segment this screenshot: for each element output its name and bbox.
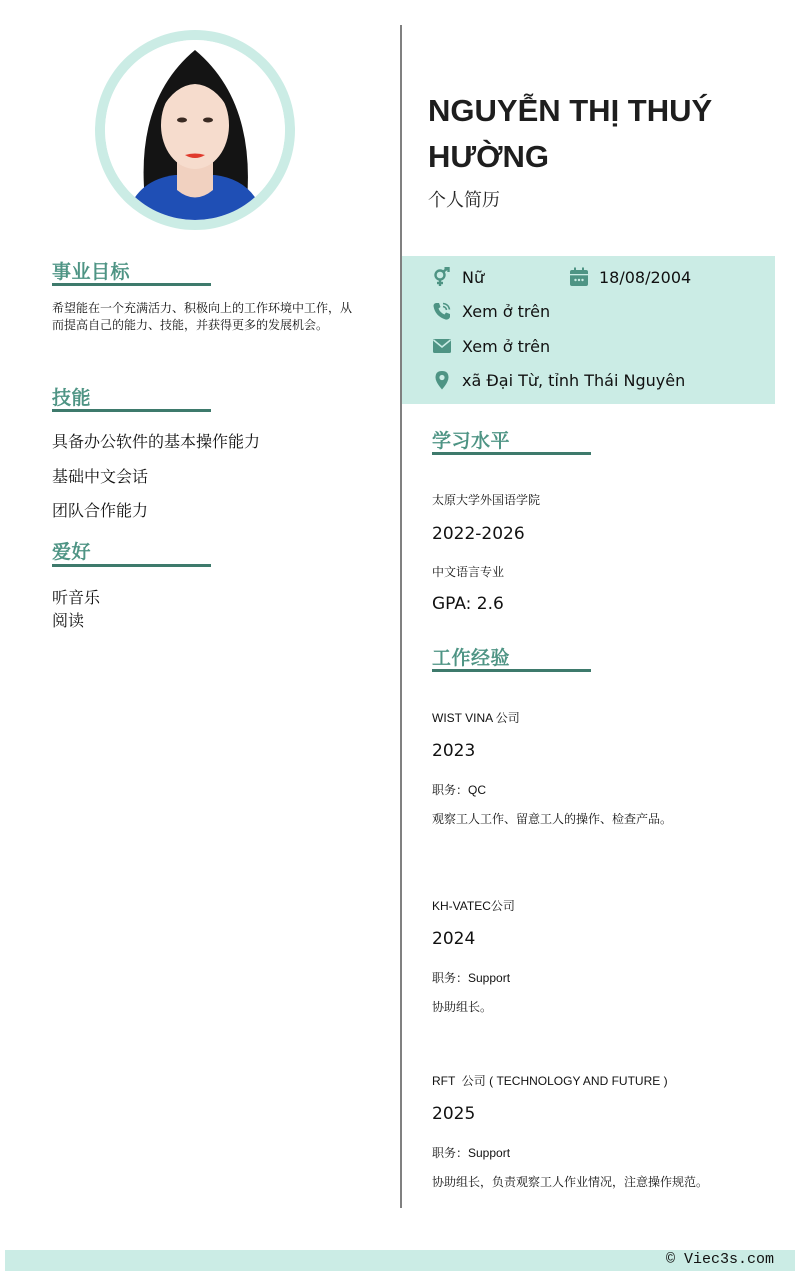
address-value: xã Đại Từ, tỉnh Thái Nguyên — [462, 370, 686, 390]
portrait-image — [105, 40, 285, 220]
phone-value: Xem ở trên — [462, 301, 551, 321]
objective-underline — [52, 283, 211, 286]
hobbies-title: 爱好 — [52, 541, 92, 563]
skill-item: 团队合作能力 — [52, 501, 149, 520]
avatar — [105, 40, 285, 220]
contact-email — [432, 336, 550, 356]
footer-credit: © Viec3s.com — [665, 1251, 774, 1268]
job-description: 协助组长。 — [432, 1000, 493, 1014]
skill-item: 基础中文会话 — [52, 467, 149, 486]
job-year: 2024 — [432, 929, 476, 949]
hobbies-underline — [52, 564, 211, 567]
contact-gender — [432, 267, 484, 287]
job-company: KH-VATEC公司 — [432, 899, 515, 913]
resume-subtitle: 个人简历 — [428, 190, 500, 211]
education-title: 学习水平 — [432, 430, 511, 452]
email-value: Xem ở trên — [462, 336, 551, 356]
job-company: RFT 公司 ( TECHNOLOGY AND FUTURE ) — [432, 1074, 668, 1088]
contact-phone — [432, 301, 550, 321]
hobby-item: 阅读 — [52, 611, 85, 630]
contact-birthday — [569, 267, 691, 287]
experience-title: 工作经验 — [432, 647, 511, 669]
email-icon — [432, 336, 452, 356]
job-position: 职务：Support — [432, 1146, 511, 1160]
gender-icon — [432, 267, 452, 287]
job-position: 职务：QC — [432, 783, 487, 797]
phone-icon — [432, 301, 452, 321]
objective-title: 事业目标 — [52, 261, 131, 283]
school-name: 太原大学外国语学院 — [432, 493, 541, 507]
column-divider — [400, 25, 402, 1208]
birthday-value: 18/08/2004 — [599, 267, 692, 287]
job-year: 2023 — [432, 741, 476, 761]
job-description: 观察工人工作、留意工人的操作、检查产品。 — [432, 812, 673, 826]
calendar-icon — [569, 267, 589, 287]
skill-item: 具备办公软件的基本操作能力 — [52, 432, 261, 451]
hobby-item: 听音乐 — [52, 588, 101, 607]
name-line-2: HƯỜNG — [428, 139, 550, 174]
full-name — [428, 88, 758, 180]
name-line-1: NGUYỄN THỊ THUÝ — [428, 93, 713, 128]
education-underline — [432, 452, 591, 455]
skills-title: 技能 — [52, 387, 92, 409]
job-year: 2025 — [432, 1104, 476, 1124]
location-icon — [432, 370, 452, 390]
gender-value: Nữ — [462, 267, 485, 287]
objective-text: 希望能在一个充满活力、积极向上的工作环境中工作，从而提高自己的能力、技能，并获得更多的发展机会。 — [52, 301, 353, 332]
skills-underline — [52, 409, 211, 412]
gpa: GPA: 2.6 — [432, 594, 504, 614]
experience-underline — [432, 669, 591, 672]
job-description: 协助组长，负责观察工人作业情况，注意操作规范。 — [432, 1175, 709, 1189]
study-period: 2022-2026 — [432, 524, 525, 544]
major: 中文语言专业 — [432, 565, 505, 579]
job-position: 职务：Support — [432, 971, 511, 985]
job-company: WIST VINA 公司 — [432, 711, 520, 725]
contact-address — [432, 370, 685, 390]
